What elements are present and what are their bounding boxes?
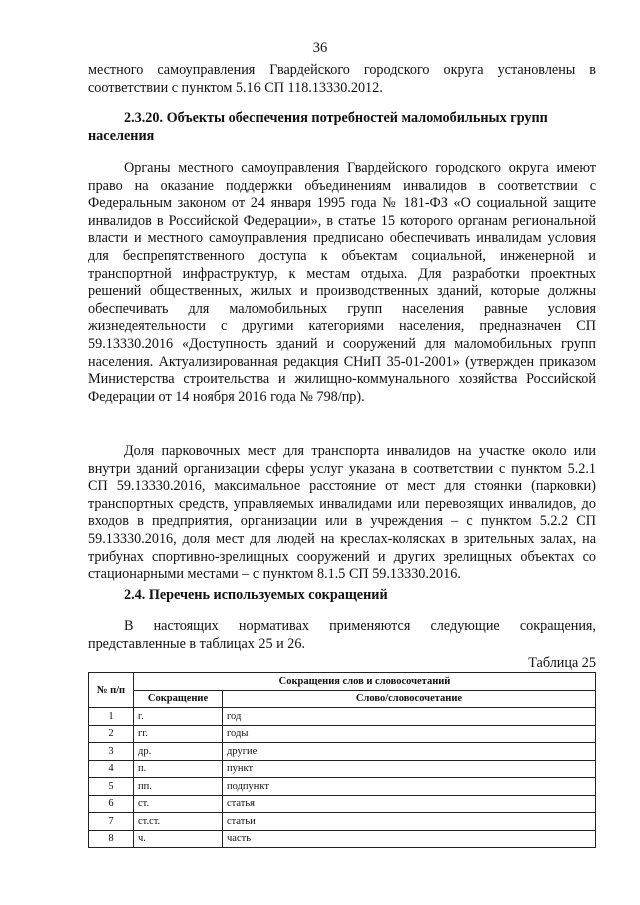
- row-word: статья: [223, 795, 596, 813]
- paragraph-text: В настоящих нормативах применяются следующие сокращения, представленные в таблицах 25 и 26.: [88, 618, 596, 652]
- paragraph-text: Доля парковочных мест для транспорта инвалидов на участке около или внутри зданий организации сферы услуг указана в соответствии с пунктом 5.2.1 СП 59.13330.2016, максимальное расстояние от мест для стоянки (парковки) транспортных средств, управляемых инвалидами или перевозящих инвалидов, до входов в предприятия, организации или в учреждения – с пунктом 5.2.2 СП 59.13330.2016, доля мест для людей на креслах-колясках в зрительных залах, на трибунах спортивно-зрелищных сооружений и других зрелищных объектах со стационарными местами – с пунктом 8.1.5 СП 59.13330.2016.: [88, 443, 596, 583]
- row-word: пункт: [223, 760, 596, 778]
- table-row: [89, 708, 596, 726]
- row-abbreviation: пп.: [134, 778, 223, 796]
- table-row: [89, 743, 596, 761]
- table-row: [89, 725, 596, 743]
- table-caption: Таблица 25: [528, 655, 596, 671]
- abbreviations-table: [88, 672, 596, 848]
- header-abbr: Сокращение: [134, 690, 223, 708]
- row-number: 8: [89, 830, 134, 848]
- section-heading-2-3-20: 2.3.20. Объекты обеспечения потребностей маломобильных групп населения: [88, 110, 548, 144]
- table-row: [89, 778, 596, 796]
- row-word: подпункт: [223, 778, 596, 796]
- row-word: годы: [223, 725, 596, 743]
- table-row: [89, 795, 596, 813]
- paragraph-text: Органы местного самоуправления Гвардейского городского округа имеют право на оказание поддержки объединениям инвалидов в соответствии с Федеральным законом от 24 января 1995 года № 181-ФЗ «О социальной защите инвалидов в Российской Федерации», в статье 15 которого органам региональной власти и местного самоуправления предписано обеспечивать инвалидам условия для беспрепятственного доступа к объектам социальной, инженерной и транспортной инфраструктур, к местам отдыха. Для разработки проектных решений общественных, жилых и производственных зданий, которые должны обеспечивать для маломобильных групп населения равные условия жизнедеятельности с другими категориями населения, предназначен СП 59.13330.2016 «Доступность зданий и сооружений для маломобильных групп населения. Актуализированная редакция СНиП 35-01-2001» (утвержден приказом Министерства строительства и жилищно-коммунального хозяйства Российской Федерации от 14 ноября 2016 года № 798/пр).: [88, 160, 596, 405]
- header-num: № п/п: [89, 673, 134, 708]
- row-word: статьи: [223, 813, 596, 831]
- row-number: 3: [89, 743, 134, 761]
- header-word: Слово/словосочетание: [223, 690, 596, 708]
- row-word: другие: [223, 743, 596, 761]
- page-number: 36: [312, 40, 328, 56]
- table-row: [89, 813, 596, 831]
- row-abbreviation: ч.: [134, 830, 223, 848]
- header-group: Сокращения слов и словосочетаний: [134, 673, 596, 691]
- row-abbreviation: ст.ст.: [134, 813, 223, 831]
- row-abbreviation: г.: [134, 708, 223, 726]
- row-abbreviation: др.: [134, 743, 223, 761]
- row-number: 5: [89, 778, 134, 796]
- paragraph-continuation: [88, 62, 596, 97]
- paragraph-disabled-support: [88, 160, 596, 406]
- row-abbreviation: гг.: [134, 725, 223, 743]
- paragraph-parking: [88, 443, 596, 584]
- row-number: 6: [89, 795, 134, 813]
- table-row: [89, 830, 596, 848]
- row-word: год: [223, 708, 596, 726]
- section-heading-2-4: 2.4. Перечень используемых сокращений: [124, 587, 388, 603]
- row-abbreviation: ст.: [134, 795, 223, 813]
- row-number: 4: [89, 760, 134, 778]
- row-number: 1: [89, 708, 134, 726]
- table-row: [89, 760, 596, 778]
- paragraph-text: местного самоуправления Гвардейского городского округа установлены в соответствии с пунктом 5.16 СП 118.13330.2012.: [88, 62, 596, 96]
- row-word: часть: [223, 830, 596, 848]
- paragraph-abbreviations-intro: [88, 618, 596, 653]
- row-number: 7: [89, 813, 134, 831]
- row-number: 2: [89, 725, 134, 743]
- row-abbreviation: п.: [134, 760, 223, 778]
